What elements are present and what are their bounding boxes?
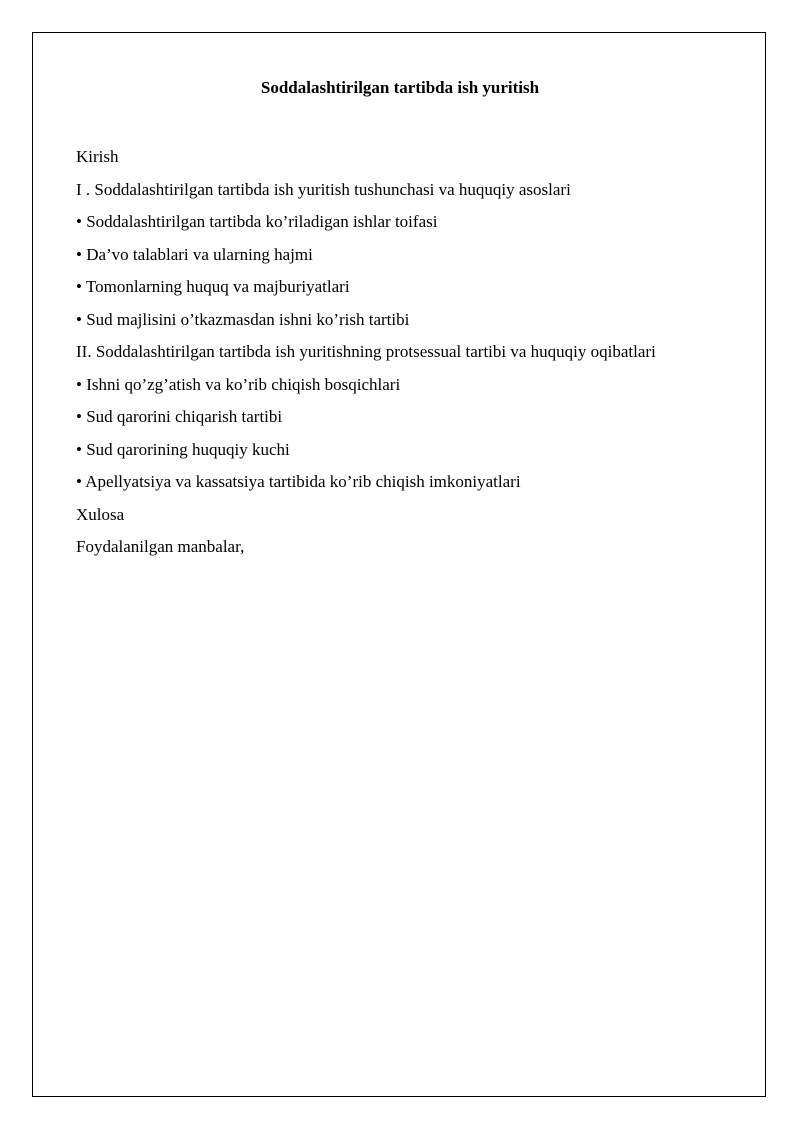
toc-line-bullet: • Ishni qo’zg’atish va ko’rib chiqish bosqichlari: [76, 374, 401, 394]
toc-line-references: Foydalanilgan manbalar,: [76, 537, 245, 556]
toc-line-bullet: • Soddalashtirilgan tartibda ko’riladigan ishlar toifasi: [76, 212, 438, 231]
toc-line-introduction: Kirish: [76, 147, 119, 166]
toc-line-bullet: • Sud qarorining huquqiy kuchi: [76, 439, 290, 459]
toc-line-bullet: • Sud majlisini o’tkazmasdan ishni ko’rish tartibi: [76, 309, 410, 329]
document-title: Soddalashtirilgan tartibda ish yuritish: [260, 78, 540, 97]
table-of-contents: [76, 141, 756, 564]
toc-line-bullet: • Tomonlarning huquq va majburiyatlari: [76, 277, 350, 296]
toc-line-bullet: • Da’vo talablari va ularning hajmi: [76, 244, 313, 264]
toc-line-bullet: • Sud qarorini chiqarish tartibi: [76, 407, 283, 426]
toc-line-chapter-1: I . Soddalashtirilgan tartibda ish yuritish tushunchasi va huquqiy asoslari: [76, 179, 571, 199]
toc-line-chapter-2: II. Soddalashtirilgan tartibda ish yuritishning protsessual tartibi va huquqiy oqibatlari: [76, 342, 656, 361]
toc-line-bullet: • Apellyatsiya va kassatsiya tartibida ko’rib chiqish imkoniyatlari: [76, 472, 521, 491]
toc-line-conclusion: Xulosa: [76, 504, 125, 524]
